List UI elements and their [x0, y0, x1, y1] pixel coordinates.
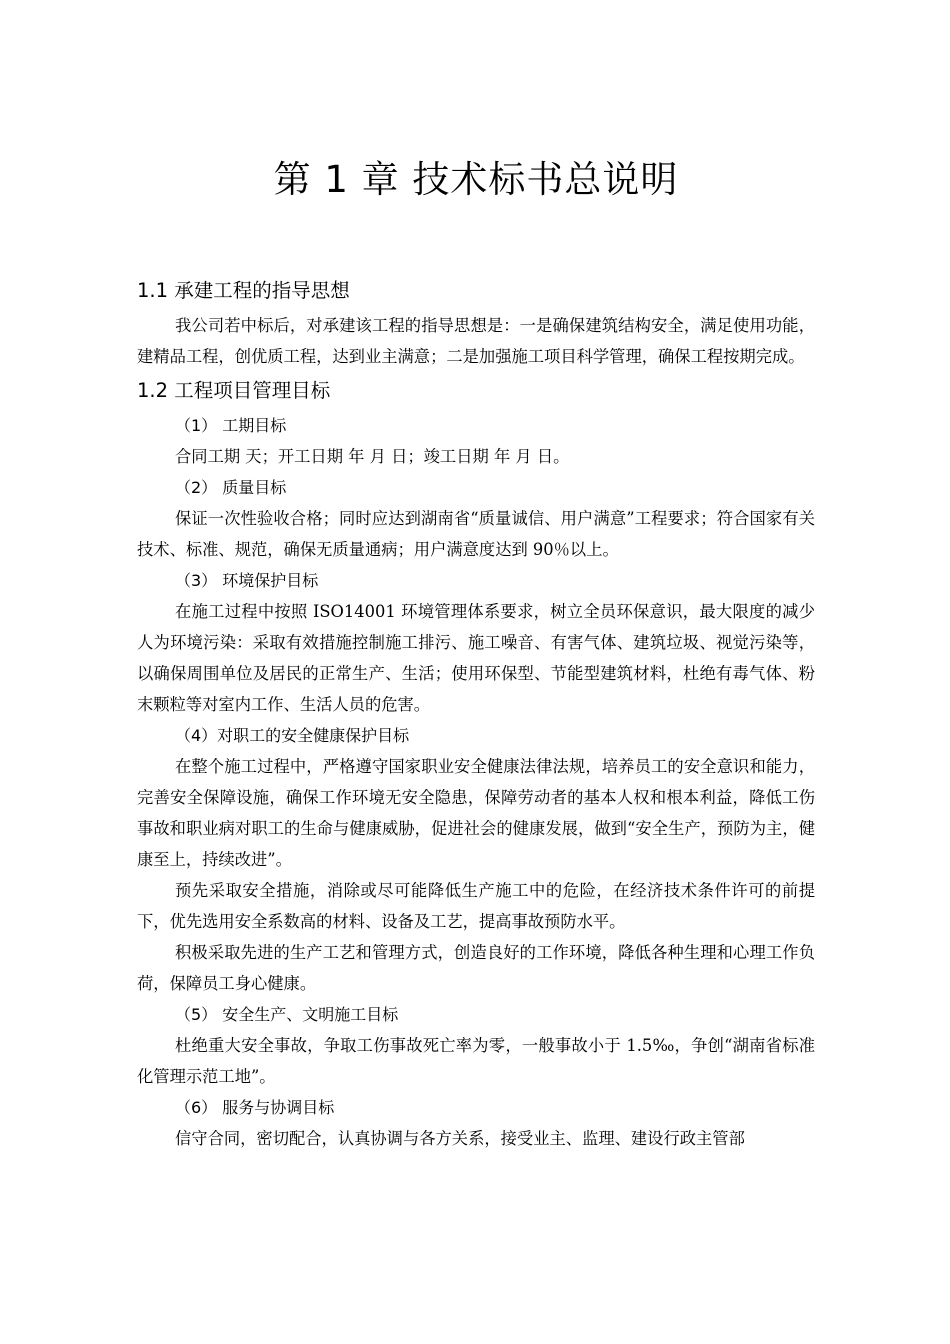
subheading-health-target: （4）对职工的安全健康保护目标 — [175, 726, 410, 745]
subheading-quality-target: （2） 质量目标 — [175, 478, 287, 497]
subheading-safety-target: （5） 安全生产、文明施工目标 — [175, 1005, 399, 1024]
paragraph: 保证一次性验收合格；同时应达到湖南省“质量诚信、用户满意”工程要求；符合国家有关技术、标准、规范，确保无质量通病；用户满意度达到 90％以上。 — [137, 509, 815, 559]
subheading-service-target: （6） 服务与协调目标 — [175, 1098, 335, 1117]
paragraph: 在施工过程中按照 ISO14001 环境管理体系要求，树立全员环保意识，最大限度的减少人为环境污染：采取有效措施控制施工排污、施工噪音、有害气体、建筑垃圾、视觉污染等，以确保周围单位及居民的正常生产、生活；使用环保型、节能型建筑材料，杜绝有毒气体、粉末颗粒等对室内工作、生活人员的危害。 — [137, 602, 815, 714]
document-body — [137, 272, 815, 1154]
paragraph: 合同工期 天；开工日期 年 月 日；竣工日期 年 月 日。 — [175, 447, 570, 466]
section-heading-1-2: 1.2 工程项目管理目标 — [137, 379, 331, 402]
paragraph: 信守合同，密切配合，认真协调与各方关系，接受业主、监理、建设行政主管部 — [175, 1129, 745, 1148]
subheading-environment-target: （3） 环境保护目标 — [175, 571, 319, 590]
chapter-title: 第 1 章 技术标书总说明 — [273, 158, 679, 201]
paragraph: 杜绝重大安全事故，争取工伤事故死亡率为零，一般事故小于 1.5‰，争创“湖南省标准化管理示范工地”。 — [137, 1036, 815, 1086]
paragraph: 积极采取先进的生产工艺和管理方式，创造良好的工作环境，降低各种生理和心理工作负荷，保障员工身心健康。 — [137, 943, 815, 993]
paragraph: 预先采取安全措施，消除或尽可能降低生产施工中的危险，在经济技术条件许可的前提下，优先选用安全系数高的材料、设备及工艺，提高事故预防水平。 — [137, 881, 815, 931]
paragraph: 我公司若中标后，对承建该工程的指导思想是：一是确保建筑结构安全，满足使用功能，建精品工程，创优质工程，达到业主满意；二是加强施工项目科学管理，确保工程按期完成。 — [137, 316, 815, 366]
subheading-schedule-target: （1） 工期目标 — [175, 416, 287, 435]
paragraph: 在整个施工过程中，严格遵守国家职业安全健康法律法规，培养员工的安全意识和能力，完善安全保障设施，确保工作环境无安全隐患，保障劳动者的基本人权和根本利益，降低工伤事故和职业病对职工的生命与健康威胁，促进社会的健康发展，做到“安全生产，预防为主，健康至上，持续改进”。 — [137, 757, 815, 869]
section-heading-1-1: 1.1 承建工程的指导思想 — [137, 279, 350, 302]
